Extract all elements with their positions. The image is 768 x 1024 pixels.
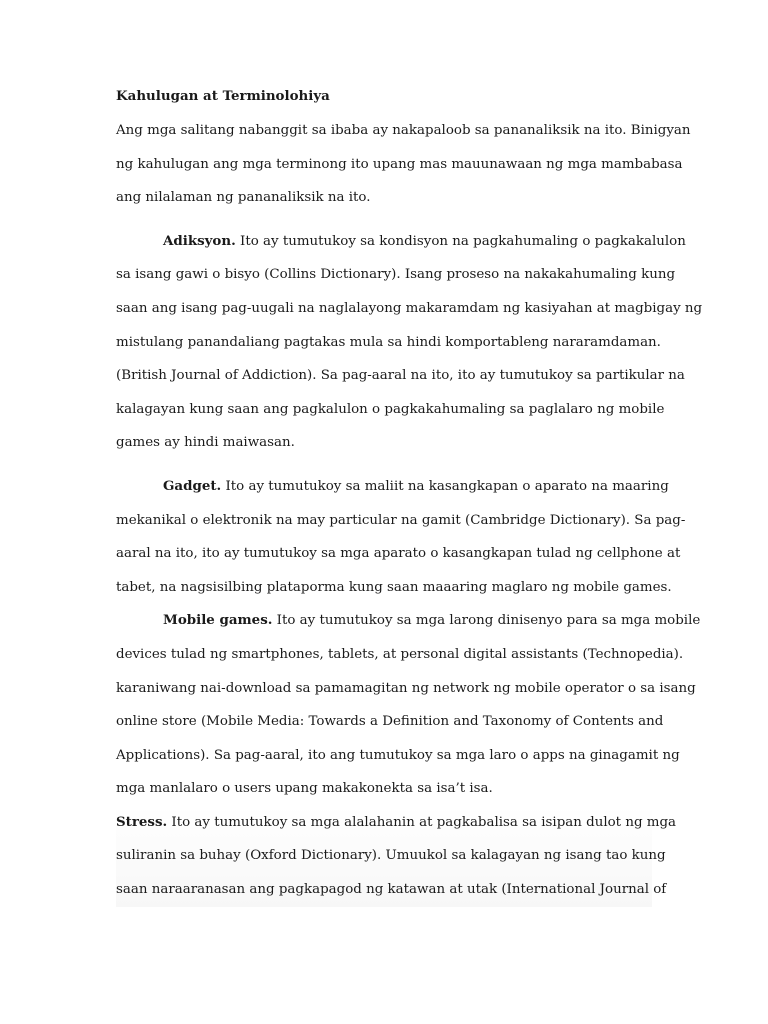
mobile-games-line-6: mga manlalaro o users upang makakonekta sa isa’t isa. xyxy=(116,781,493,797)
adiksyon-line-1 xyxy=(116,225,686,259)
gadget-term: Gadget. xyxy=(163,477,222,494)
mobile-games-line-1-text: Ito ay tumutukoy sa mga larong dinisenyo para sa mga mobile xyxy=(272,613,701,629)
stress-line-3: saan naraaranasan ang pagkapagod ng katawan at utak (International Journal of xyxy=(116,882,667,898)
stress-line-1-text: Ito ay tumutukoy sa mga alalahanin at pagkabalisa sa isipan dulot ng mga xyxy=(167,814,677,830)
gadget-line-2: mekanikal o elektronik na may particular na gamit (Cambridge Dictionary). Sa pag- xyxy=(116,512,686,528)
intro-paragraph xyxy=(116,114,691,215)
adiksyon-paragraph xyxy=(116,225,703,460)
stress-line-1 xyxy=(116,806,677,840)
gadget-paragraph xyxy=(116,470,686,604)
intro-line-3: ang nilalaman ng pananaliksik na ito. xyxy=(116,190,371,206)
adiksyon-line-5: (British Journal of Addiction). Sa pag-aaral na ito, ito ay tumutukoy sa partikular na xyxy=(116,368,685,384)
intro-line-2: ng kahulugan ang mga terminong ito upang mas mauunawaan ng mga mambabasa xyxy=(116,156,683,172)
adiksyon-line-1-text: Ito ay tumutukoy sa kondisyon na pagkahumaling o pagkakalulon xyxy=(235,233,686,249)
adiksyon-line-6: kalagayan kung saan ang pagkalulon o pagkakahumaling sa paglalaro ng mobile xyxy=(116,401,665,417)
mobile-games-paragraph xyxy=(116,604,701,806)
gadget-line-3: aaral na ito, ito ay tumutukoy sa mga aparato o kasangkapan tulad ng cellphone at xyxy=(116,546,681,562)
adiksyon-line-7: games ay hindi maiwasan. xyxy=(116,435,295,451)
gadget-line-4: tabet, na nagsisilbing plataporma kung saan maaaring maglaro ng mobile games. xyxy=(116,579,672,595)
mobile-games-line-5: Applications). Sa pag-aaral, ito ang tumutukoy sa mga laro o apps na ginagamit ng xyxy=(116,747,680,763)
gadget-line-1 xyxy=(116,470,669,504)
mobile-games-line-3: karaniwang nai-download sa pamamagitan ng network ng mobile operator o sa isang xyxy=(116,680,696,696)
stress-paragraph xyxy=(116,806,677,907)
adiksyon-line-4: mistulang panandaliang pagtakas mula sa hindi komportableng nararamdaman. xyxy=(116,334,661,350)
mobile-games-term: Mobile games. xyxy=(163,612,273,629)
gadget-line-1-text: Ito ay tumutukoy sa maliit na kasangkapan o aparato na maaring xyxy=(221,478,669,494)
mobile-games-line-2: devices tulad ng smartphones, tablets, at personal digital assistants (Technopedia). xyxy=(116,646,684,662)
mobile-games-line-4: online store (Mobile Media: Towards a Definition and Taxonomy of Contents and xyxy=(116,714,664,730)
adiksyon-line-3: saan ang isang pag-uugali na naglalayong makaramdam ng kasiyahan at magbigay ng xyxy=(116,300,703,316)
stress-line-2: suliranin sa buhay (Oxford Dictionary). Umuukol sa kalagayan ng isang tao kung xyxy=(116,848,666,864)
intro-line-1: Ang mga salitang nabanggit sa ibaba ay nakapaloob sa pananaliksik na ito. Binigyan xyxy=(116,123,691,138)
adiksyon-term: Adiksyon. xyxy=(163,232,236,249)
stress-term: Stress. xyxy=(116,813,168,830)
section-title: Kahulugan at Terminolohiya xyxy=(116,88,330,104)
mobile-games-line-1 xyxy=(116,604,701,638)
document-page xyxy=(116,84,703,907)
adiksyon-line-2: sa isang gawi o bisyo (Collins Dictionary). Isang proseso na nakakahumaling kung xyxy=(116,267,676,283)
